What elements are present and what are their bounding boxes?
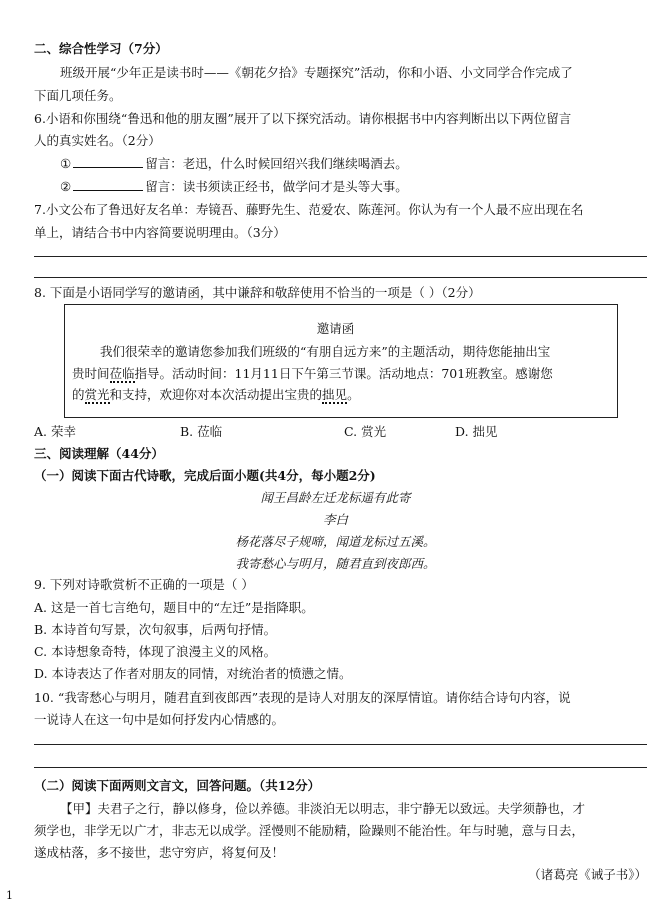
marked-word-zhuojian: 拙见: [322, 387, 348, 402]
marked-word-linlin: 莅临: [109, 366, 135, 381]
q9-option-b: B. 本诗首句写景，次句叙事，后两句抒情。: [34, 622, 277, 637]
q8-option-a: A. 荣幸: [34, 424, 76, 439]
q8-option-c: C. 赏光: [344, 424, 387, 439]
q8-option-d: D. 拙见: [455, 424, 498, 439]
q9-option-c: C. 本诗想象奇特，体现了浪漫主义的风格。: [34, 644, 277, 659]
q6-line-1: 6.小语和你围绕“鲁迅和他的朋友圈”展开了以下探究活动。请你根据书中内容判断出以下两位留言: [34, 111, 572, 126]
answer-line: [34, 767, 647, 768]
q9-option-a: A. 这是一首七言绝句，题目中的“左迁”是指降职。: [34, 600, 314, 615]
q9-prompt: 9. 下列对诗歌赏析不正确的一项是（ ）: [34, 577, 254, 592]
intro-line-1: 班级开展“少年正是读书时——《朝花夕拾》专题探究”活动，你和小语、小文同学合作完成了: [60, 65, 573, 80]
letter-line-3: [72, 386, 360, 404]
poem-title: 闻王昌龄左迁龙标遥有此寄: [260, 490, 411, 505]
letter-line-2: [72, 365, 553, 383]
q8-option-b: B. 莅临: [180, 424, 223, 439]
letter-line-1: 我们很荣幸的邀请您参加我们班级的“有朋自远方来”的主题活动，期待您能抽出宝: [100, 344, 551, 359]
q6-item-b: [60, 178, 408, 196]
q6-b-number: ②: [60, 179, 72, 194]
section2-heading: 二、综合性学习（7分）: [34, 41, 168, 56]
answer-line: [34, 277, 647, 278]
q7-line-2: 单上，请结合书中内容简要说明理由。（3分）: [34, 225, 286, 240]
letter-text: 和支持，欢迎你对本次活动提出宝贵的: [109, 387, 323, 402]
answer-line: [34, 744, 647, 745]
q9-option-d: D. 本诗表达了作者对朋友的同情，对统治者的愤懑之情。: [34, 666, 352, 681]
part1-heading: （一）阅读下面古代诗歌，完成后面小题(共4分，每小题2分): [34, 468, 376, 483]
section3-heading: 三、阅读理解（44分）: [34, 446, 164, 461]
passage-jia-line-2: 须学也，非学无以广才，非志无以成学。淫慢则不能励精，险躁则不能治性。年与时驰，意与日去，: [34, 823, 585, 838]
letter-text: 。: [347, 387, 360, 402]
letter-text: 的: [72, 387, 85, 402]
q7-line-1: 7.小文公布了鲁迅好友名单：寿镜吾、藤野先生、范爱农、陈莲河。你认为有一个人最不应出现在名: [34, 202, 584, 217]
answer-blank[interactable]: [73, 178, 143, 191]
q6-line-2: 人的真实姓名。（2分）: [34, 133, 161, 148]
q10-line-1: 10. “我寄愁心与明月，随君直到夜郎西”表现的是诗人对朋友的深厚情谊。请你结合诗句内容，说: [34, 690, 571, 705]
answer-blank[interactable]: [73, 155, 143, 168]
q6-b-text: 留言：读书须读正经书，做学问才是头等大事。: [145, 179, 408, 194]
passage-jia-line-3: 遂成枯落，多不接世，悲守穷庐，将复何及！: [34, 845, 285, 860]
letter-title: 邀请函: [316, 321, 355, 336]
passage-jia-line-1: 【甲】夫君子之行，静以修身，俭以养德。非淡泊无以明志，非宁静无以致远。夫学须静也，才: [60, 801, 586, 816]
letter-text: 指导。活动时间：11月11日下午第三节课。活动地点：701班教室。感谢您: [134, 366, 553, 381]
q6-item-a: [60, 155, 408, 173]
poem-line-2: 我寄愁心与明月，随君直到夜郎西。: [235, 556, 436, 571]
q6-a-number: ①: [60, 156, 72, 171]
marked-word-shangguang: 赏光: [84, 387, 110, 402]
poem-line-1: 杨花落尽子规啼，闻道龙标过五溪。: [235, 534, 436, 549]
q10-line-2: 一说诗人在这一句中是如何抒发内心情感的。: [34, 712, 285, 727]
q6-a-text: 留言：老迅，什么时候回绍兴我们继续喝酒去。: [145, 156, 408, 171]
intro-line-2: 下面几项任务。: [34, 88, 122, 103]
letter-text: 贵时间: [72, 366, 110, 381]
answer-line: [34, 256, 647, 257]
poem-author: 李白: [322, 512, 348, 527]
q8-prompt: 8. 下面是小语同学写的邀请函，其中谦辞和敬辞使用不恰当的一项是（ ）（2分）: [34, 285, 481, 300]
part2-heading: （二）阅读下面两则文言文，回答问题。（共12分）: [34, 778, 321, 793]
page-number: 1: [6, 889, 13, 902]
passage-source: （诸葛亮《诫子书》）: [528, 867, 647, 882]
